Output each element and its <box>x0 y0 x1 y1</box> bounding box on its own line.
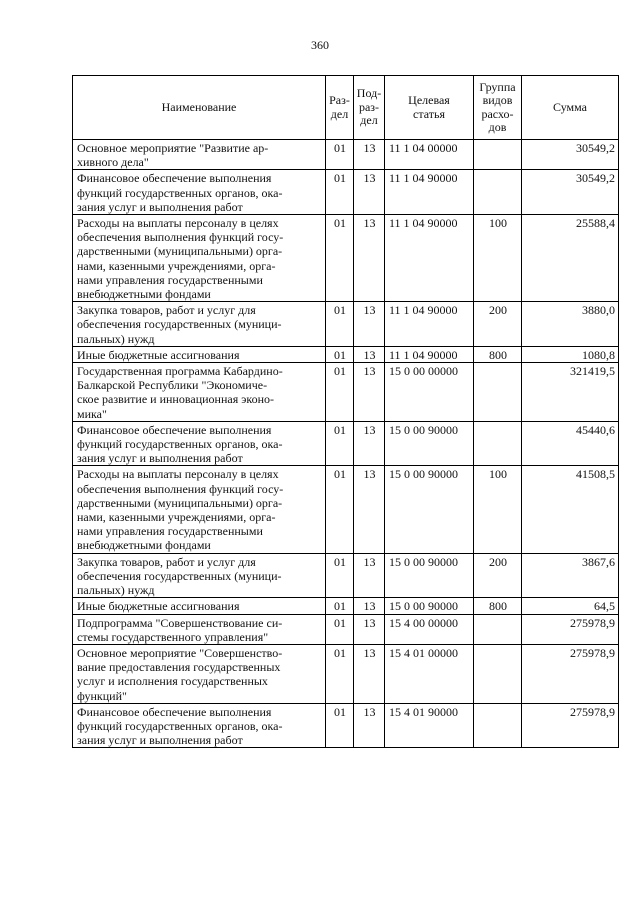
cell-target: 11 1 04 90000 <box>385 346 474 362</box>
cell-name: Иные бюджетные ассигнования <box>73 346 326 362</box>
cell-podrazdel: 13 <box>354 598 385 614</box>
cell-name: Финансовое обеспечение выполнения функций государственных органов, ока- зания услуг и выполнения работ <box>73 170 326 215</box>
cell-group <box>474 703 522 748</box>
table-row <box>73 644 619 703</box>
cell-name: Иные бюджетные ассигнования <box>73 598 326 614</box>
cell-razdel: 01 <box>326 614 354 644</box>
cell-group: 100 <box>474 215 522 302</box>
cell-razdel: 01 <box>326 644 354 703</box>
cell-target: 11 1 04 90000 <box>385 170 474 215</box>
table-row <box>73 598 619 614</box>
cell-sum: 41508,5 <box>522 466 619 553</box>
cell-razdel: 01 <box>326 363 354 422</box>
cell-name: Основное мероприятие "Совершенство- вание предоставления государственных услуг и исполнения государственных функций" <box>73 644 326 703</box>
table-body <box>73 140 619 748</box>
cell-sum: 64,5 <box>522 598 619 614</box>
header-sum: Сумма <box>522 76 619 140</box>
table-row <box>73 170 619 215</box>
cell-group: 200 <box>474 302 522 347</box>
cell-group <box>474 644 522 703</box>
cell-sum: 321419,5 <box>522 363 619 422</box>
cell-razdel: 01 <box>326 346 354 362</box>
cell-sum: 1080,8 <box>522 346 619 362</box>
cell-razdel: 01 <box>326 170 354 215</box>
header-target: Целевая статья <box>385 76 474 140</box>
cell-target: 15 0 00 90000 <box>385 553 474 598</box>
table-header <box>73 76 619 140</box>
cell-sum: 30549,2 <box>522 140 619 170</box>
cell-razdel: 01 <box>326 466 354 553</box>
cell-podrazdel: 13 <box>354 614 385 644</box>
cell-sum: 3867,6 <box>522 553 619 598</box>
cell-group <box>474 170 522 215</box>
cell-name: Расходы на выплаты персоналу в целях обеспечения выполнения функций госу- дарственными (муниципальными) орга- нами, казенными учреждениями, орга- нами управления государственными внебюджетными фондами <box>73 466 326 553</box>
cell-group: 100 <box>474 466 522 553</box>
page-number: 360 <box>311 38 329 52</box>
cell-razdel: 01 <box>326 703 354 748</box>
cell-podrazdel: 13 <box>354 466 385 553</box>
table-row <box>73 421 619 466</box>
cell-group: 200 <box>474 553 522 598</box>
table-row <box>73 703 619 748</box>
cell-name: Основное мероприятие "Развитие ар- хивного дела" <box>73 140 326 170</box>
header-group: Группа видов расхо- дов <box>474 76 522 140</box>
cell-name: Закупка товаров, работ и услуг для обеспечения государственных (муници- пальных) нужд <box>73 553 326 598</box>
cell-razdel: 01 <box>326 553 354 598</box>
cell-podrazdel: 13 <box>354 140 385 170</box>
cell-podrazdel: 13 <box>354 346 385 362</box>
cell-group <box>474 421 522 466</box>
cell-name: Закупка товаров, работ и услуг для обеспечения государственных (муници- пальных) нужд <box>73 302 326 347</box>
cell-group <box>474 140 522 170</box>
cell-target: 15 4 00 00000 <box>385 614 474 644</box>
table-row <box>73 614 619 644</box>
cell-target: 11 1 04 90000 <box>385 302 474 347</box>
header-razdel: Раз- дел <box>326 76 354 140</box>
table-row <box>73 363 619 422</box>
cell-target: 15 0 00 00000 <box>385 363 474 422</box>
table-row <box>73 140 619 170</box>
cell-name: Финансовое обеспечение выполнения функций государственных органов, ока- зания услуг и выполнения работ <box>73 703 326 748</box>
cell-sum: 3880,0 <box>522 302 619 347</box>
cell-podrazdel: 13 <box>354 170 385 215</box>
cell-sum: 45440,6 <box>522 421 619 466</box>
header-podrazdel: Под- раз- дел <box>354 76 385 140</box>
cell-target: 15 0 00 90000 <box>385 421 474 466</box>
cell-target: 15 0 00 90000 <box>385 466 474 553</box>
header-name: Наименование <box>73 76 326 140</box>
cell-group: 800 <box>474 598 522 614</box>
cell-name: Подпрограмма "Совершенствование си- стемы государственного управления" <box>73 614 326 644</box>
cell-target: 11 1 04 00000 <box>385 140 474 170</box>
cell-group: 800 <box>474 346 522 362</box>
cell-target: 15 0 00 90000 <box>385 598 474 614</box>
cell-name: Расходы на выплаты персоналу в целях обеспечения выполнения функций госу- дарственными (муниципальными) орга- нами, казенными учреждениями, орга- нами управления государственными внебюджетными фондами <box>73 215 326 302</box>
table-row <box>73 346 619 362</box>
cell-name: Финансовое обеспечение выполнения функций государственных органов, ока- зания услуг и выполнения работ <box>73 421 326 466</box>
cell-sum: 275978,9 <box>522 614 619 644</box>
table-row <box>73 466 619 553</box>
table-row <box>73 553 619 598</box>
cell-razdel: 01 <box>326 598 354 614</box>
cell-podrazdel: 13 <box>354 703 385 748</box>
budget-table <box>72 75 619 748</box>
table-row <box>73 302 619 347</box>
cell-sum: 30549,2 <box>522 170 619 215</box>
cell-podrazdel: 13 <box>354 363 385 422</box>
cell-podrazdel: 13 <box>354 302 385 347</box>
cell-sum: 275978,9 <box>522 703 619 748</box>
cell-group <box>474 363 522 422</box>
cell-razdel: 01 <box>326 215 354 302</box>
cell-razdel: 01 <box>326 140 354 170</box>
cell-target: 15 4 01 00000 <box>385 644 474 703</box>
cell-podrazdel: 13 <box>354 553 385 598</box>
cell-target: 15 4 01 90000 <box>385 703 474 748</box>
cell-razdel: 01 <box>326 421 354 466</box>
table-row <box>73 215 619 302</box>
cell-sum: 275978,9 <box>522 644 619 703</box>
cell-podrazdel: 13 <box>354 215 385 302</box>
cell-target: 11 1 04 90000 <box>385 215 474 302</box>
cell-sum: 25588,4 <box>522 215 619 302</box>
cell-name: Государственная программа Кабардино- Балкарской Республики "Экономиче- ское развитие и инновационная эконо- мика" <box>73 363 326 422</box>
cell-podrazdel: 13 <box>354 644 385 703</box>
cell-group <box>474 614 522 644</box>
cell-razdel: 01 <box>326 302 354 347</box>
cell-podrazdel: 13 <box>354 421 385 466</box>
